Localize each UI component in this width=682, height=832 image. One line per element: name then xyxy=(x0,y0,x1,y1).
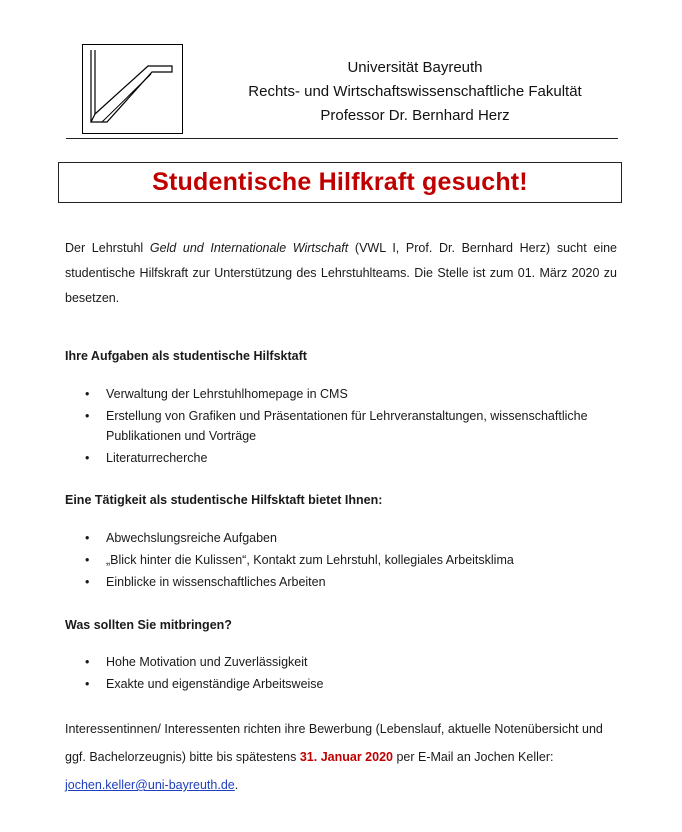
benefits-list xyxy=(85,528,605,594)
bullet-icon: • xyxy=(85,409,90,423)
bullet-icon: • xyxy=(85,677,90,691)
closing-text-1: Interessentinnen/ Interessenten richten ihre Bewerbung (Lebenslauf, aktuelle Notenübersicht und ggf. Bachelorzeugnis) bitte bis spätestens xyxy=(65,722,603,764)
page-title: Studentische Hilfkraft gesucht! xyxy=(152,168,528,196)
bullet-icon: • xyxy=(85,553,90,567)
intro-text-2: (VWL I, Prof. Dr. Bernhard Herz) sucht eine studentische Hilfskraft zur Unterstützung des Lehrstuhlteams. Die Stelle ist zum 01. März 2020 zu besetzen. xyxy=(65,241,618,305)
deadline-date: 31. Januar 2020 xyxy=(299,750,393,764)
title-box xyxy=(58,162,622,203)
email-link[interactable]: jochen.keller@uni-bayreuth.de xyxy=(65,778,235,792)
list-item: • Hohe Motivation und Zuverlässigkeit xyxy=(85,652,605,672)
university-name: Universität Bayreuth xyxy=(347,59,483,76)
section-heading-tasks: Ihre Aufgaben als studentische Hilfsktaft xyxy=(65,349,307,363)
university-logo-icon xyxy=(82,44,183,134)
list-item: • „Blick hinter die Kulissen“, Kontakt zum Lehrstuhl, kollegiales Arbeitsklima xyxy=(85,550,605,570)
section-heading-requirements: Was sollten Sie mitbringen? xyxy=(65,618,232,632)
faculty-name: Rechts- und Wirtschaftswissenschaftliche Fakultät xyxy=(248,83,582,100)
intro-text-1: Der Lehrstuhl xyxy=(65,241,150,255)
list-item: • Exakte und eigenständige Arbeitsweise xyxy=(85,674,605,694)
header-divider xyxy=(66,138,618,139)
bullet-icon: • xyxy=(85,451,90,465)
list-item: • Verwaltung der Lehrstuhlhomepage in CMS xyxy=(85,384,605,404)
list-item: • Einblicke in wissenschaftliches Arbeiten xyxy=(85,572,605,592)
application-instructions: Interessentinnen/ Interessenten richten ihre Bewerbung (Lebenslauf, aktuelle Notenübersicht und ggf. Bachelorzeugnis) bitte bis spätestens 31. Januar 2020 per E-Mail an Jochen Keller: jochen.keller@uni-bayreuth.de. xyxy=(65,722,603,792)
chair-name: Geld und Internationale Wirtschaft xyxy=(149,241,349,255)
list-item: • Abwechslungsreiche Aufgaben xyxy=(85,528,605,548)
bullet-icon: • xyxy=(85,655,90,669)
professor-name: Professor Dr. Bernhard Herz xyxy=(320,107,510,124)
tasks-list xyxy=(85,384,605,470)
requirements-list xyxy=(85,652,605,696)
letterhead xyxy=(205,56,625,128)
section-heading-benefits: Eine Tätigkeit als studentische Hilfsktaft bietet Ihnen: xyxy=(65,493,383,507)
bullet-icon: • xyxy=(85,531,90,545)
list-item: • Literaturrecherche xyxy=(85,448,605,468)
intro-paragraph xyxy=(65,236,617,311)
bullet-icon: • xyxy=(85,387,90,401)
closing-text-2: per E-Mail an Jochen Keller: xyxy=(392,750,554,764)
list-item: • Erstellung von Grafiken und Präsentationen für Lehrveranstaltungen, wissenschaftliche Publikationen und Vorträge xyxy=(85,406,605,446)
bullet-icon: • xyxy=(85,575,90,589)
